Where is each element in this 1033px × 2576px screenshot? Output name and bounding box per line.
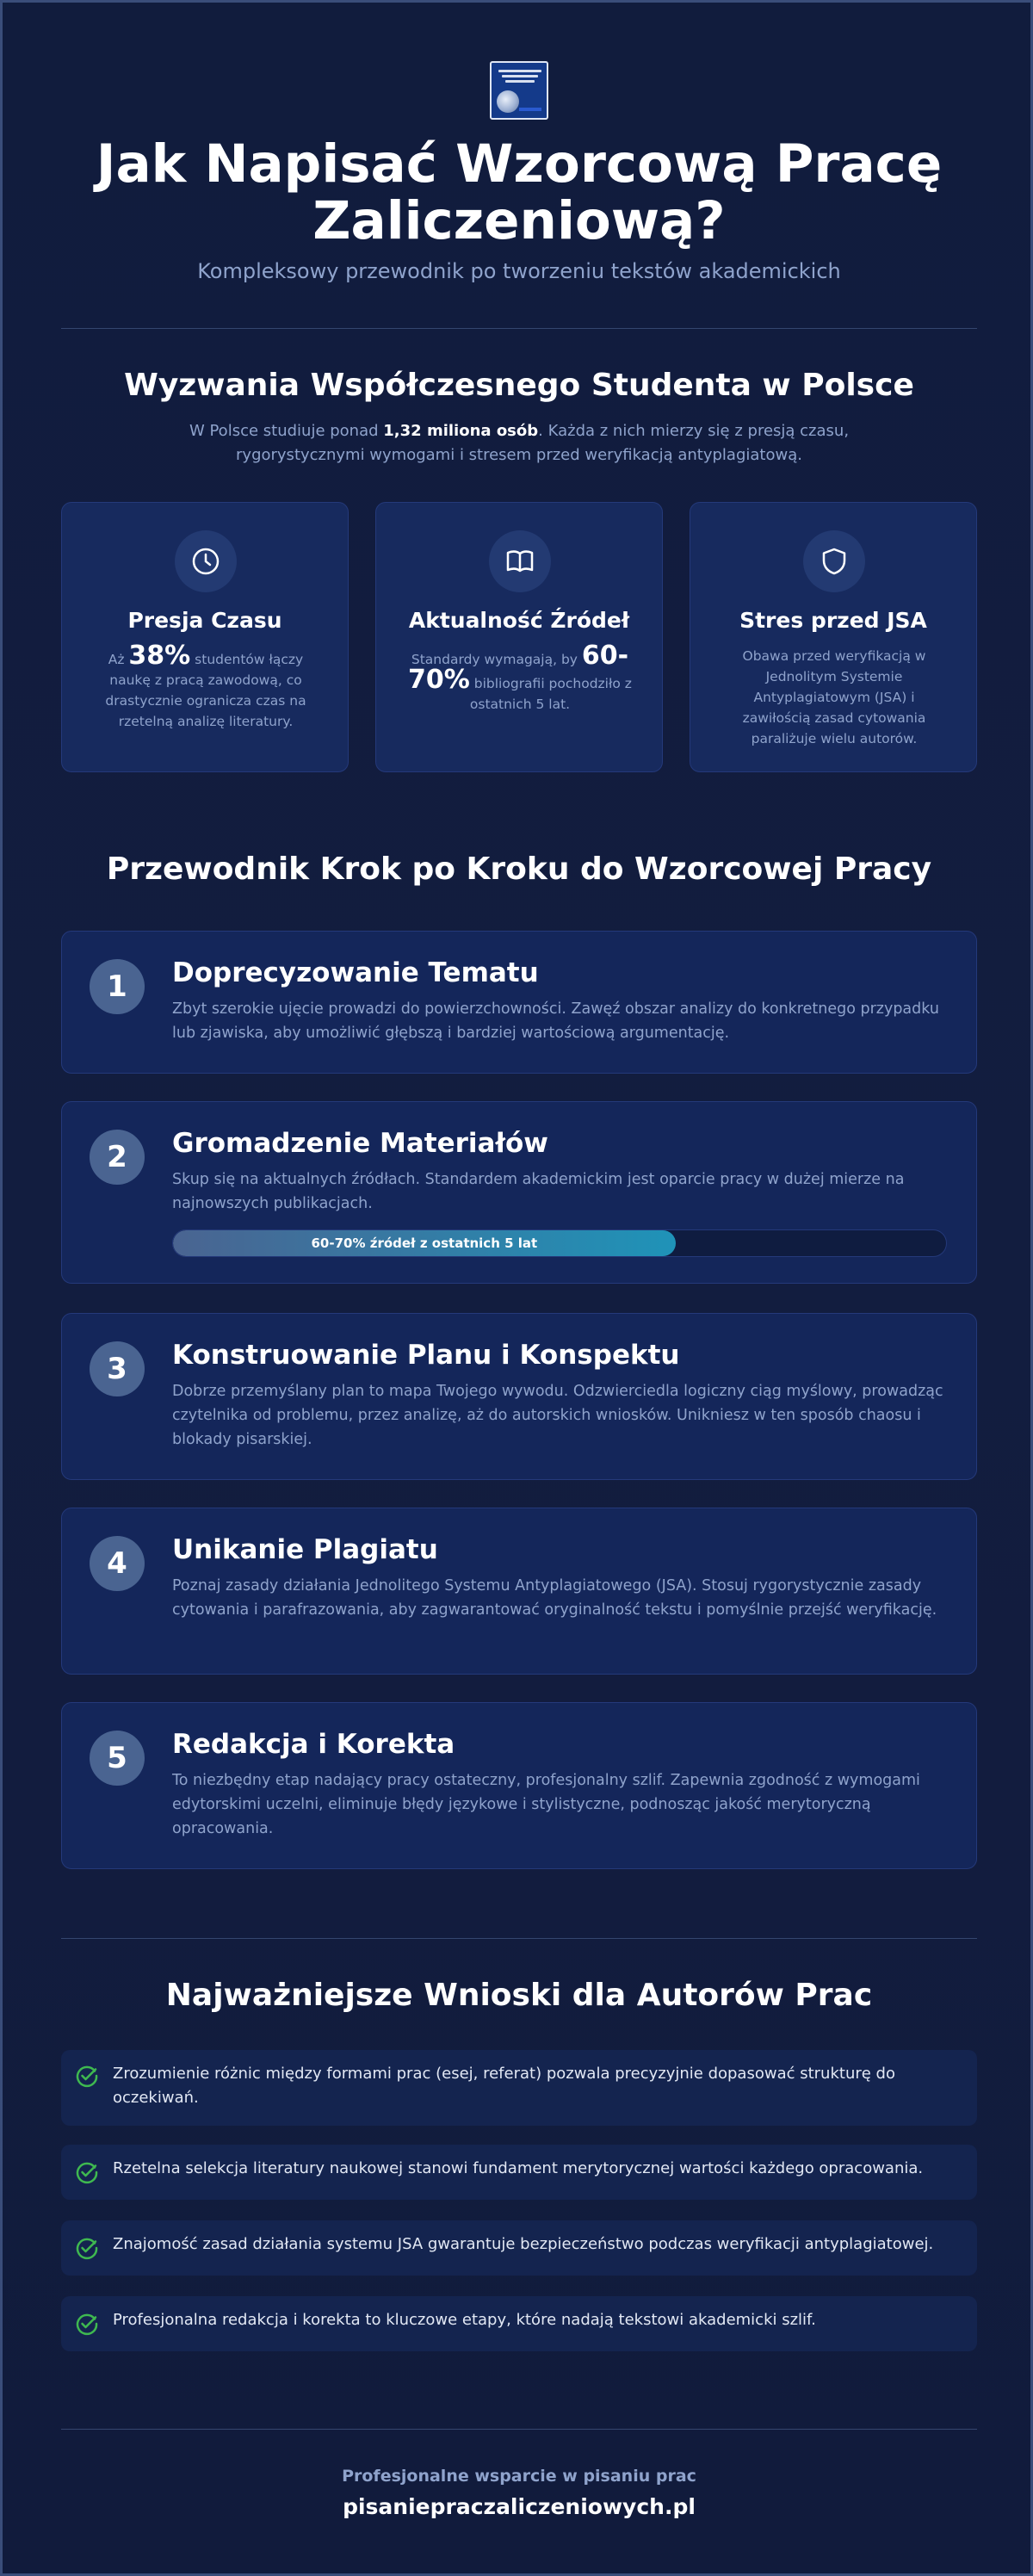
step-card-4 xyxy=(61,1508,977,1675)
step-title: Doprecyzowanie Tematu xyxy=(172,957,539,988)
step-title: Redakcja i Korekta xyxy=(172,1729,455,1760)
step-title: Unikanie Plagiatu xyxy=(172,1534,438,1565)
challenges-heading: Wyzwania Współczesnego Studenta w Polsce xyxy=(124,368,914,403)
card-text: Standardy wymagają, by 60-70% bibliografii pochodziło z ostatnich 5 lat. xyxy=(408,641,632,712)
card-title: Stres przed JSA xyxy=(739,608,927,633)
conclusion-item-3 xyxy=(61,2220,977,2276)
step-text: Zbyt szerokie ujęcie prowadzi do powierzchowności. Zawęź obszar analizy do konkretnego przypadku lub zjawiska, aby umożliwić głębszą i bardziej wartościową argumentację. xyxy=(172,1000,939,1042)
conclusion-item-2 xyxy=(61,2145,977,2200)
step-number: 2 xyxy=(90,1130,145,1185)
step-card-2 xyxy=(61,1101,977,1284)
conclusion-item-4 xyxy=(61,2296,977,2351)
divider xyxy=(61,2429,977,2430)
step-title: Gromadzenie Materiałów xyxy=(172,1128,548,1159)
step-number: 4 xyxy=(90,1536,145,1591)
page-subtitle: Kompleksowy przewodnik po tworzeniu tekstów akademickich xyxy=(197,259,841,283)
clock-icon xyxy=(175,530,237,592)
card-highlight: 60-70% xyxy=(408,641,629,695)
step-number: 5 xyxy=(90,1731,145,1786)
conclusion-item-1 xyxy=(61,2050,977,2126)
divider xyxy=(61,328,977,329)
step-title: Konstruowanie Planu i Konspektu xyxy=(172,1340,680,1371)
conclusion-text: Profesjonalna redakcja i korekta to kluczowe etapy, które nadają tekstowi akademicki szlif. xyxy=(113,2311,816,2329)
progress-label: 60-70% źródeł z ostatnich 5 lat xyxy=(311,1235,538,1251)
step-text: Poznaj zasady działania Jednolitego Systemu Antyplagiatowego (JSA). Stosuj rygorystycznie zasady cytowania i parafrazowania, aby zagwarantować oryginalność tekstu i pomyślnie przejść weryfikację. xyxy=(172,1577,937,1619)
conclusion-text: Znajomość zasad działania systemu JSA gwarantuje bezpieczeństwo podczas weryfikacji antyplagiatowej. xyxy=(113,2235,934,2253)
check-circle-icon xyxy=(75,2160,99,2184)
step-text: Skup się na aktualnych źródłach. Standardem akademickim jest oparcie pracy w dużej mierze na najnowszych publikacjach. xyxy=(172,1171,905,1212)
footer-tagline: Profesjonalne wsparcie w pisaniu prac xyxy=(342,2467,696,2486)
step-card-5 xyxy=(61,1702,977,1869)
footer-site-link[interactable]: pisaniepraczaliczeniowych.pl xyxy=(343,2494,696,2519)
check-circle-icon xyxy=(75,2236,99,2260)
step-card-3 xyxy=(61,1313,977,1480)
card-text: Obawa przed weryfikacją w Jednolitym Systemie Antyplagiatowym (JSA) i zawiłością zasad cytowania paraliżuje wielu autorów. xyxy=(742,648,926,746)
step-text: Dobrze przemyślany plan to mapa Twojego wywodu. Odzwierciedla logiczny ciąg myślowy, prowadząc czytelnika od problemu, przez analizę, aż do autorskich wniosków. Unikniesz w ten sposób chaosu i blokady pisarskiej. xyxy=(172,1383,943,1448)
divider xyxy=(61,1938,977,1939)
challenge-card-time xyxy=(61,502,349,772)
check-circle-icon xyxy=(75,2312,99,2336)
step-number: 1 xyxy=(90,959,145,1014)
card-title: Presja Czasu xyxy=(127,608,282,633)
student-count: 1,32 miliona osób xyxy=(383,422,539,440)
step-card-1 xyxy=(61,931,977,1074)
book-cover-logo xyxy=(490,61,548,120)
challenges-intro: W Polsce studiuje ponad 1,32 miliona osób. Każda z nich mierzy się z presją czasu, rygorystycznymi wymogami i stresem przed weryfikacją antyplagiatową. xyxy=(189,422,850,464)
open-book-icon xyxy=(489,530,551,592)
challenge-card-sources xyxy=(375,502,663,772)
card-text: Aż 38% studentów łączy naukę z pracą zawodową, co drastycznie ogranicza czas na rzetelną analizę literatury. xyxy=(105,641,306,729)
conclusion-text: Zrozumienie różnic między formami prac (esej, referat) pozwala precyzyjnie dopasować strukturę do oczekiwań. xyxy=(113,2065,895,2107)
challenge-card-jsa xyxy=(690,502,977,772)
card-highlight: 38% xyxy=(128,641,191,671)
card-title: Aktualność Źródeł xyxy=(408,608,630,633)
guide-heading: Przewodnik Krok po Kroku do Wzorcowej Pracy xyxy=(106,851,932,887)
step-text: To niezbędny etap nadający pracy ostateczny, profesjonalny szlif. Zapewnia zgodność z wymogami edytorskimi uczelni, eliminuje błędy językowe i stylistyczne, podnosząc jakość merytoryczną opracowania. xyxy=(172,1772,920,1837)
check-circle-icon xyxy=(75,2064,99,2088)
shield-icon xyxy=(803,530,865,592)
sources-progress-bar xyxy=(172,1229,947,1257)
page-title: Jak Napisać Wzorcową Pracę Zaliczeniową? xyxy=(96,133,943,251)
conclusion-text: Rzetelna selekcja literatury naukowej stanowi fundament merytorycznej wartości każdego opracowania. xyxy=(113,2159,924,2177)
conclusions-heading: Najważniejsze Wnioski dla Autorów Prac xyxy=(165,1978,873,2013)
step-number: 3 xyxy=(90,1341,145,1396)
